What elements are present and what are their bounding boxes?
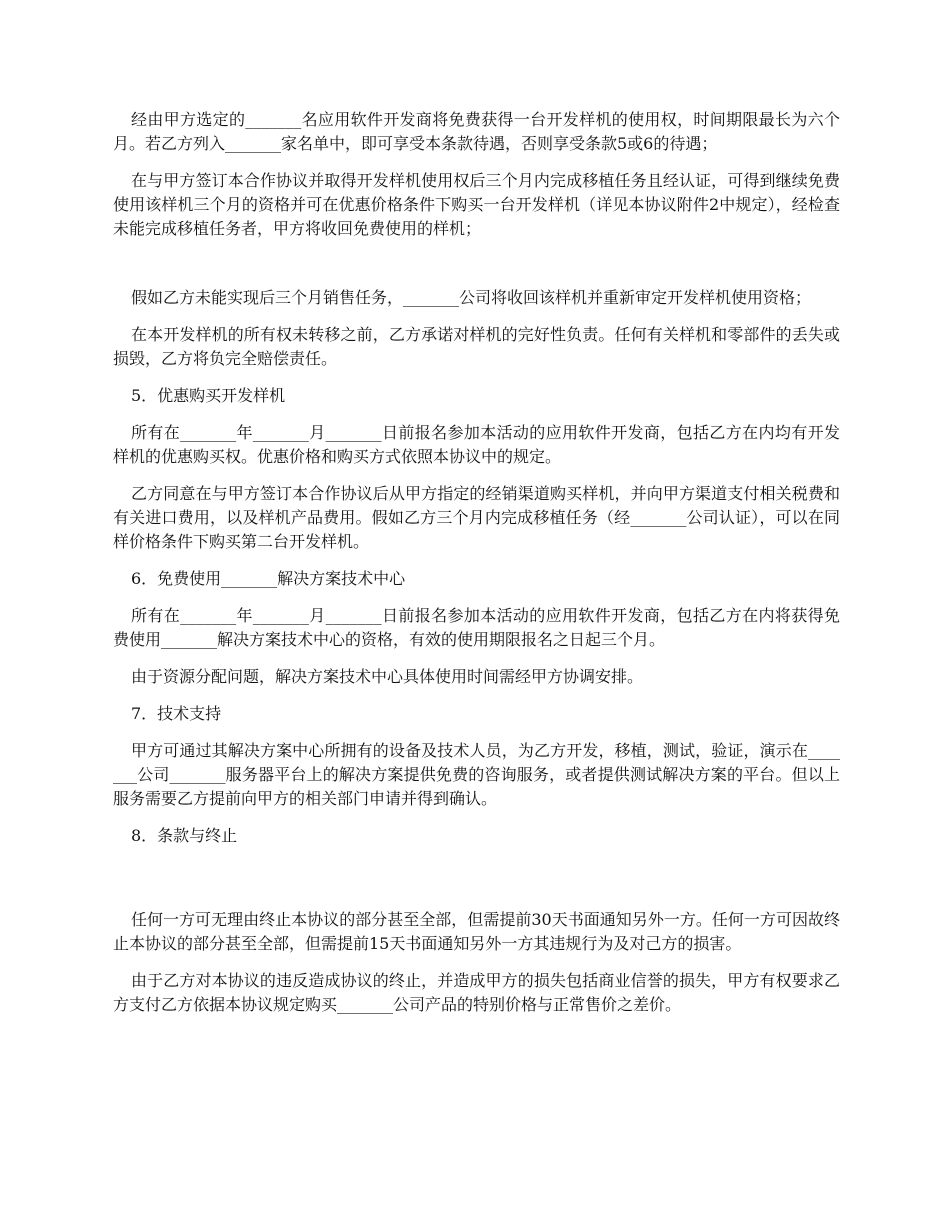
paragraph-spacer [113, 254, 840, 286]
paragraph-spacer [113, 861, 840, 908]
paragraph-tech-center-eligibility: 所有在_______年_______月_______日前报名参加本活动的应用软件开发商，包括乙方在内将获得免费使用_______解决方案技术中心的资格，有效的使用期限报名之日起三个月。 [113, 606, 840, 649]
document-body [113, 108, 840, 1030]
paragraph-termination-notice: 任何一方可无理由终止本协议的部分甚至全部，但需提前30天书面通知另外一方。任何一方可因故终止本协议的部分甚至全部，但需提前15天书面通知另外一方其违规行为及对己方的损害。 [113, 910, 840, 953]
paragraph-porting-certification: 在与甲方签订本合作协议并取得开发样机使用权后三个月内完成移植任务且经认证，可得到继续免费使用该样机三个月的资格并可在优惠价格条件下购买一台开发样机（详见本协议附件2中规定），经检查未能完成移植任务者，甲方将收回免费使用的样机； [113, 171, 840, 238]
paragraph-price-difference: 由于乙方对本协议的违反造成协议的终止，并造成甲方的损失包括商业信誉的损失，甲方有权要求乙方支付乙方依据本协议规定购买_______公司产品的特别价格与正常售价之差价。 [113, 971, 840, 1014]
paragraph-sample-machine-right: 经由甲方选定的_______名应用软件开发商将免费获得一台开发样机的使用权，时间期限最长为六个月。若乙方列入_______家名单中，即可享受本条款待遇，否则享受条款5或6的待遇； [113, 110, 840, 153]
section-heading-6: 6．免费使用_______解决方案技术中心 [131, 569, 406, 588]
paragraph-purchase-right: 所有在_______年_______月_______日前报名参加本活动的应用软件开发商，包括乙方在内均有开发样机的优惠购买权。优惠价格和购买方式依照本协议中的规定。 [113, 423, 840, 466]
section-heading-7: 7．技术支持 [131, 704, 222, 723]
section-heading-8: 8．条款与终止 [131, 826, 238, 845]
section-heading-5: 5．优惠购买开发样机 [131, 386, 286, 405]
paragraph-purchase-channel: 乙方同意在与甲方签订本合作协议后从甲方指定的经销渠道购买样机，并向甲方渠道支付相关税费和有关进口费用，以及样机产品费用。假如乙方三个月内完成移植任务（经_______公司认证），可以在同样价格条件下购买第二台开发样机。 [113, 484, 840, 551]
paragraph-resource-allocation: 由于资源分配问题，解决方案技术中心具体使用时间需经甲方协调安排。 [131, 667, 644, 686]
paragraph-technical-support: 甲方可通过其解决方案中心所拥有的设备及技术人员，为乙方开发，移植，测试，验证，演示在_______公司_______服务器平台上的解决方案提供免费的咨询服务，或者提供测试解决方案的平台。但以上服务需要乙方提前向甲方的相关部门申请并得到确认。 [113, 741, 840, 808]
paragraph-ownership-responsibility: 在本开发样机的所有权未转移之前，乙方承诺对样机的完好性负责。任何有关样机和零部件的丢失或损毁，乙方将负完全赔偿责任。 [113, 325, 840, 368]
paragraph-sales-task: 假如乙方未能实现后三个月销售任务，_______公司将收回该样机并重新审定开发样机使用资格； [131, 288, 812, 307]
